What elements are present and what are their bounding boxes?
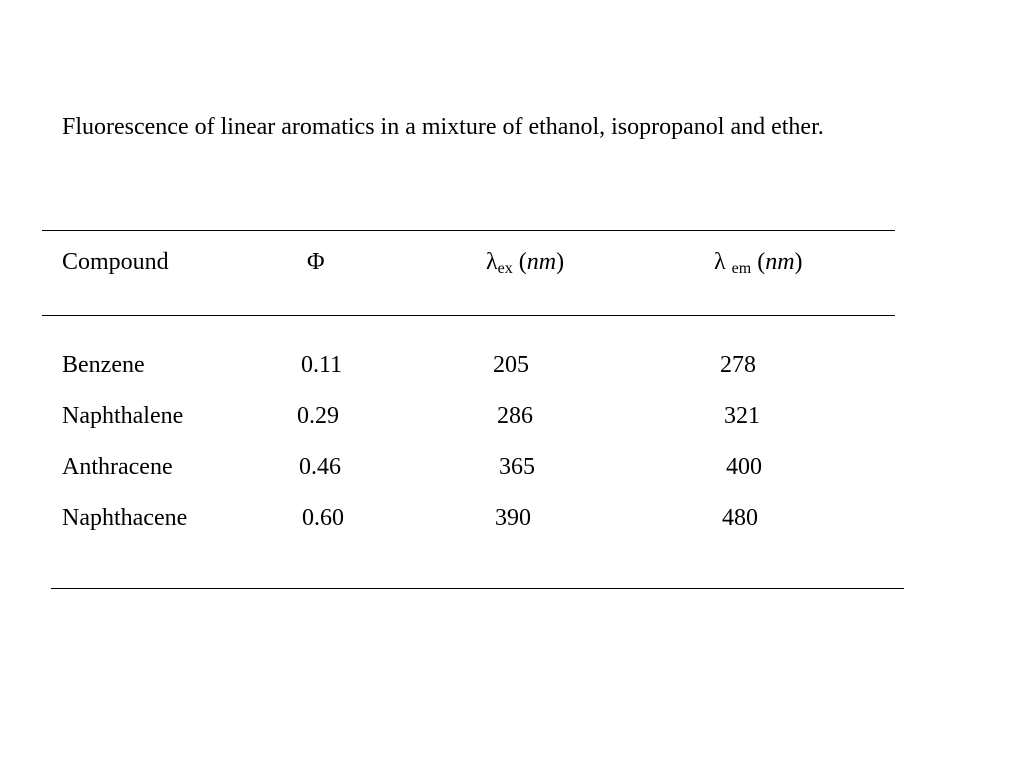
header-excitation-wavelength — [486, 248, 564, 283]
table-row-ex: 390 — [495, 505, 531, 531]
header-emission-wavelength — [714, 248, 803, 283]
ex-unit: nm — [526, 249, 557, 275]
table-row-phi: 0.60 — [302, 505, 344, 531]
table-row-em: 480 — [722, 505, 758, 531]
lambda-symbol: λ — [714, 249, 732, 275]
top-rule — [42, 230, 895, 231]
unit-close: ) — [794, 249, 803, 275]
em-unit: nm — [765, 249, 795, 275]
table-row-em: 400 — [726, 454, 762, 480]
unit-open: ( — [512, 249, 527, 275]
em-subscript: em — [731, 260, 752, 277]
bottom-rule — [51, 588, 904, 589]
header-compound: Compound — [62, 249, 169, 275]
table-row-phi: 0.46 — [299, 454, 341, 480]
table-row-compound: Naphthalene — [62, 403, 184, 429]
header-quantum-yield: Φ — [307, 249, 325, 275]
table-row-ex: 365 — [499, 454, 535, 480]
table-row-ex: 205 — [493, 352, 529, 378]
lambda-symbol: λ — [486, 249, 498, 275]
table-row-em: 321 — [724, 403, 760, 429]
table-row-compound: Benzene — [62, 352, 145, 378]
table-row-compound: Anthracene — [62, 454, 173, 480]
table-row-ex: 286 — [497, 403, 533, 429]
table-row-phi: 0.29 — [297, 403, 339, 429]
table-row-em: 278 — [720, 352, 756, 378]
table-caption: Fluorescence of linear aromatics in a mixture of ethanol, isopropanol and ether. — [62, 114, 824, 140]
unit-close: ) — [556, 249, 565, 275]
header-rule — [42, 315, 895, 316]
unit-open: ( — [751, 249, 766, 275]
table-row-compound: Naphthacene — [62, 505, 188, 531]
ex-subscript: ex — [497, 260, 513, 277]
table-row-phi: 0.11 — [301, 352, 343, 378]
